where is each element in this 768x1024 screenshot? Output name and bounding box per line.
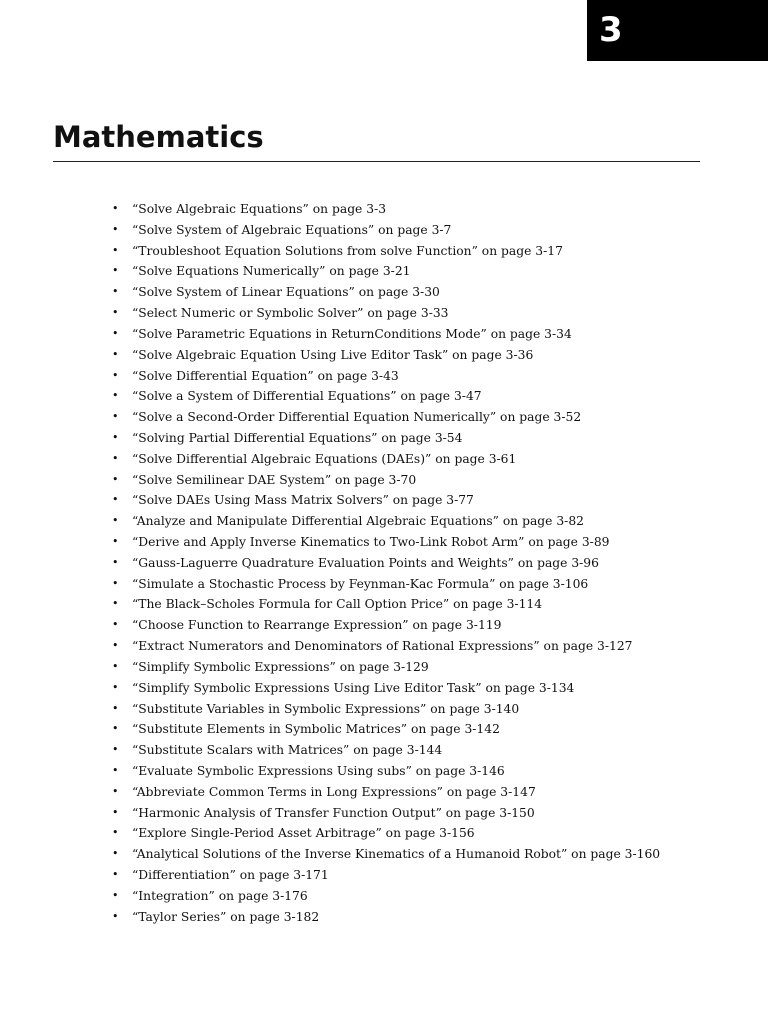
bullet-icon: • (112, 306, 119, 320)
chapter-number: 3 (599, 10, 623, 50)
bullet-icon: • (112, 680, 119, 694)
toc-link[interactable]: “Solve Parametric Equations in ReturnConditions Mode” on page 3-34 (132, 326, 572, 341)
toc-link[interactable]: “Solve System of Linear Equations” on page 3-30 (132, 285, 440, 300)
toc-link[interactable]: “Simulate a Stochastic Process by Feynman-Kac Formula” on page 3-106 (132, 576, 589, 591)
toc-link[interactable]: “Solve a System of Differential Equations” on page 3-47 (132, 389, 482, 404)
bullet-icon: • (112, 805, 119, 819)
bullet-icon: • (112, 347, 119, 361)
bullet-icon: • (112, 222, 119, 236)
toc-link[interactable]: “The Black–Scholes Formula for Call Option Price” on page 3-114 (132, 597, 543, 612)
toc-link[interactable]: “Solve Algebraic Equations” on page 3-3 (132, 202, 387, 216)
bullet-icon: • (112, 514, 119, 528)
toc-link[interactable]: “Solve DAEs Using Mass Matrix Solvers” on page 3-77 (132, 493, 474, 508)
bullet-icon: • (112, 909, 119, 923)
toc-link[interactable]: “Substitute Variables in Symbolic Expressions” on page 3-140 (132, 701, 520, 716)
bullet-icon: • (112, 826, 119, 840)
chapter-title: Mathematics (53, 120, 264, 154)
bullet-icon: • (112, 326, 119, 340)
chapter-number-tab (587, 0, 768, 61)
bullet-icon: • (112, 555, 119, 569)
bullet-icon: • (112, 847, 119, 861)
toc-link[interactable]: “Analytical Solutions of the Inverse Kinematics of a Humanoid Robot” on page 3-160 (132, 847, 661, 862)
bullet-icon: • (112, 430, 119, 444)
bullet-icon: • (112, 472, 119, 486)
bullet-icon: • (112, 535, 119, 548)
title-divider (53, 161, 700, 162)
toc-link[interactable]: “Abbreviate Common Terms in Long Expressions” on page 3-147 (132, 784, 536, 799)
bullet-icon: • (112, 576, 119, 590)
bullet-icon: • (112, 701, 119, 715)
bullet-icon: • (112, 722, 119, 736)
bullet-icon: • (112, 639, 119, 653)
toc-link[interactable]: “Substitute Scalars with Matrices” on page 3-144 (132, 743, 443, 758)
toc-link[interactable]: “Solve System of Algebraic Equations” on page 3-7 (132, 222, 452, 237)
toc-link[interactable]: “Solve Semilinear DAE System” on page 3-70 (132, 472, 417, 487)
bullet-icon: • (112, 243, 119, 257)
bullet-icon: • (112, 264, 119, 278)
toc-link[interactable]: “Taylor Series” on page 3-182 (132, 909, 320, 924)
toc-link[interactable]: “Substitute Elements in Symbolic Matrices” on page 3-142 (132, 722, 500, 737)
bullet-icon: • (112, 659, 119, 673)
toc-link[interactable]: “Troubleshoot Equation Solutions from solve Function” on page 3-17 (132, 243, 563, 258)
toc-link[interactable]: “Simplify Symbolic Expressions” on page 3-129 (132, 659, 429, 674)
toc-link[interactable]: “Explore Single-Period Asset Arbitrage” on page 3-156 (132, 826, 475, 841)
toc-link[interactable]: “Solve Algebraic Equation Using Live Editor Task” on page 3-36 (132, 347, 534, 362)
toc-link[interactable]: “Integration” on page 3-176 (132, 888, 308, 903)
bullet-icon: • (112, 763, 119, 777)
bullet-icon: • (112, 410, 119, 424)
toc-link[interactable]: “Extract Numerators and Denominators of Rational Expressions” on page 3-127 (132, 639, 633, 654)
bullet-icon: • (112, 451, 119, 465)
toc-link[interactable]: “Simplify Symbolic Expressions Using Live Editor Task” on page 3-134 (132, 680, 575, 695)
toc-link[interactable]: “Solve Equations Numerically” on page 3-21 (132, 264, 411, 279)
toc-link[interactable]: “Derive and Apply Inverse Kinematics to Two-Link Robot Arm” on page 3-89 (132, 535, 610, 549)
bullet-icon: • (112, 868, 119, 881)
bullet-icon: • (112, 618, 119, 632)
bullet-icon: • (112, 493, 119, 507)
bullet-icon: • (112, 285, 119, 299)
bullet-icon: • (112, 368, 119, 382)
toc-link[interactable]: “Differentiation” on page 3-171 (132, 868, 329, 882)
bullet-icon: • (112, 597, 119, 611)
toc-link[interactable]: “Solving Partial Differential Equations” on page 3-54 (132, 430, 463, 445)
bullet-icon: • (112, 888, 119, 902)
toc-link[interactable]: “Evaluate Symbolic Expressions Using subs” on page 3-146 (132, 763, 505, 778)
toc-link[interactable]: “Analyze and Manipulate Differential Algebraic Equations” on page 3-82 (132, 514, 584, 529)
toc-link[interactable]: “Choose Function to Rearrange Expression” on page 3-119 (132, 618, 502, 633)
toc-link[interactable]: “Solve Differential Algebraic Equations (DAEs)” on page 3-61 (132, 451, 517, 466)
toc-link[interactable]: “Select Numeric or Symbolic Solver” on page 3-33 (132, 306, 449, 321)
toc-link[interactable]: “Solve Differential Equation” on page 3-43 (132, 368, 399, 383)
toc-link[interactable]: “Gauss-Laguerre Quadrature Evaluation Points and Weights” on page 3-96 (132, 555, 599, 570)
bullet-icon: • (112, 389, 119, 403)
bullet-icon: • (112, 743, 119, 757)
toc-link[interactable]: “Solve a Second-Order Differential Equation Numerically” on page 3-52 (132, 410, 582, 425)
toc-link[interactable]: “Harmonic Analysis of Transfer Function Output” on page 3-150 (132, 805, 535, 820)
bullet-icon: • (112, 784, 119, 798)
bullet-icon: • (112, 202, 119, 215)
